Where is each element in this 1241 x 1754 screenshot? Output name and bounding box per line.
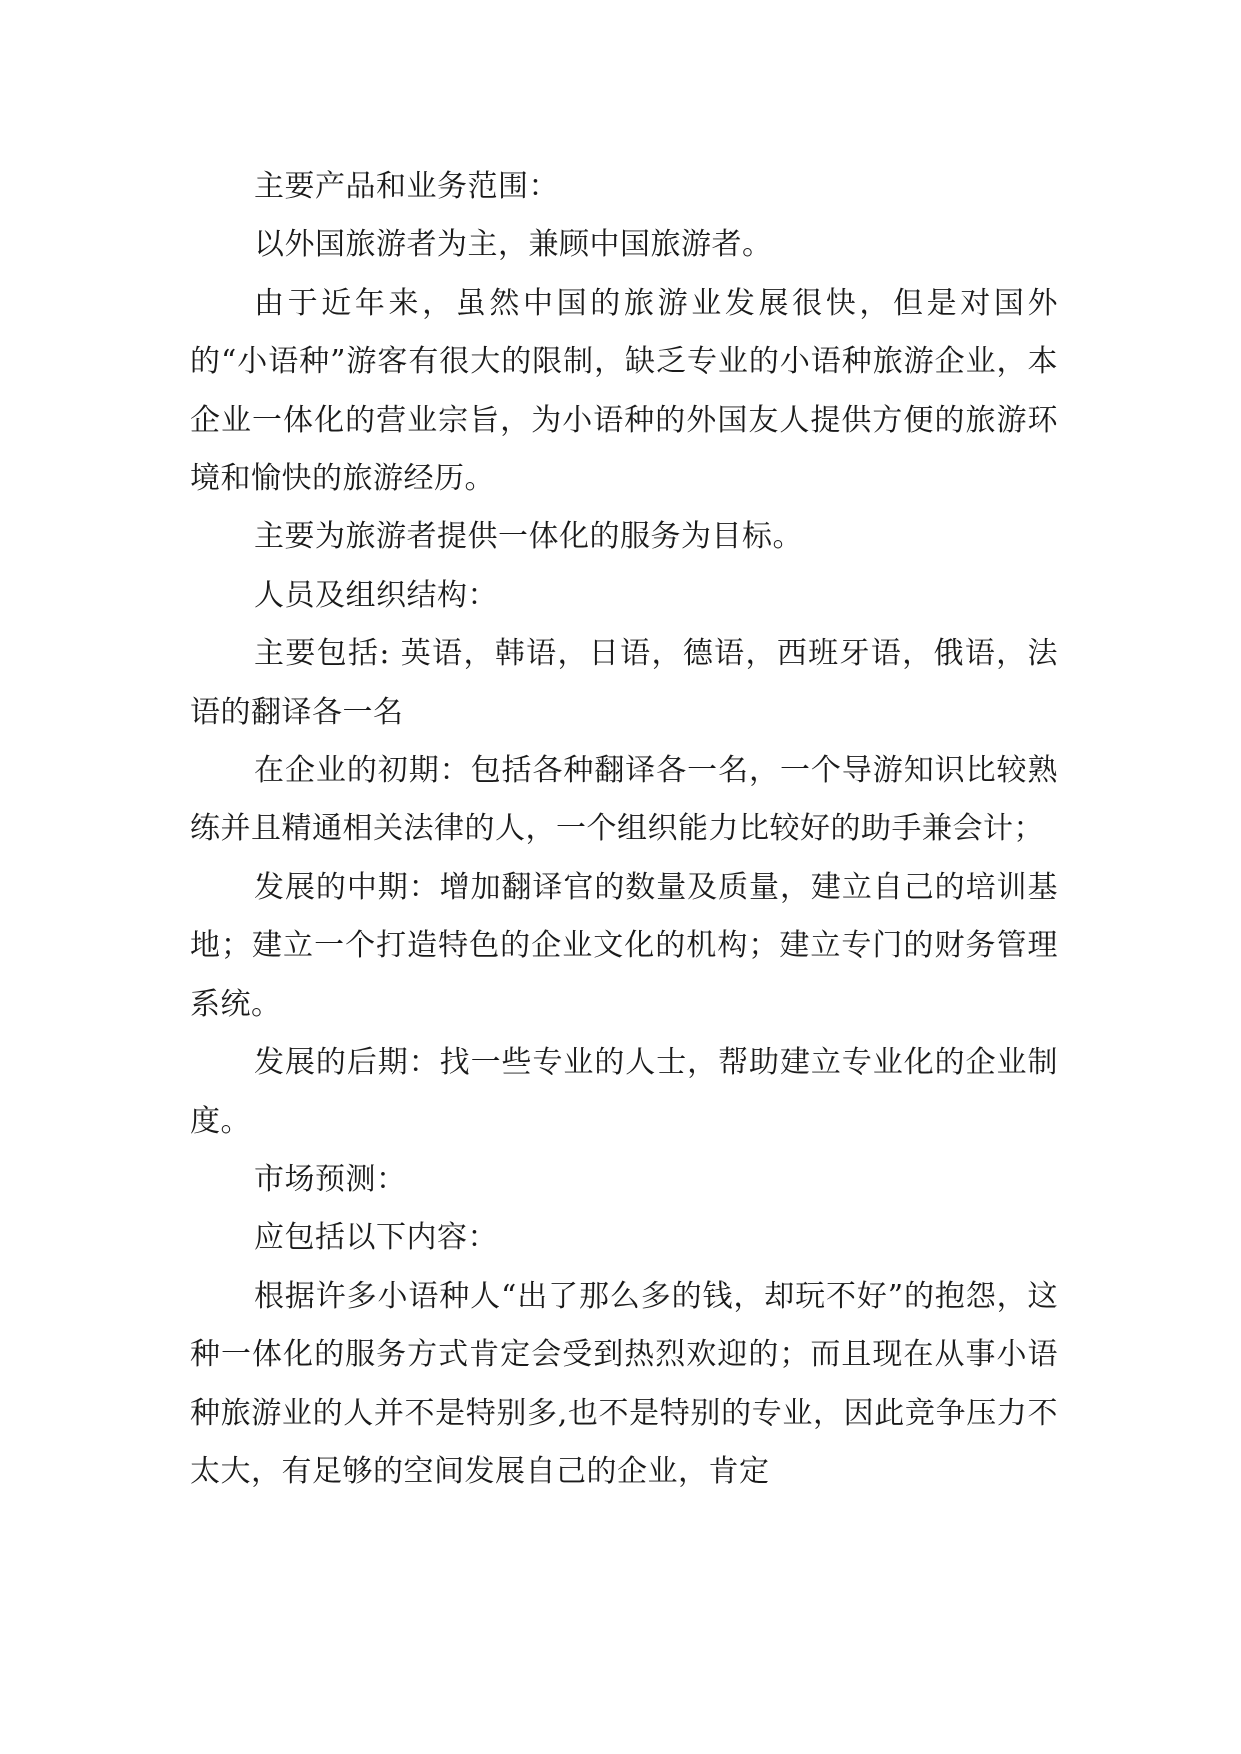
paragraph-market-forecast-heading: 市场预测： — [254, 1161, 407, 1197]
paragraph-target-customers: 以外国旅游者为主，兼顾中国旅游者。 — [254, 227, 773, 263]
document-body — [190, 158, 1058, 1501]
paragraph-product-scope-heading: 主要产品和业务范围： — [254, 169, 559, 204]
paragraph-late-stage: 发展的后期：找一些专业的人士，帮助建立专业化的企业制度。 — [190, 1045, 1058, 1139]
paragraph-business-rationale: 由于近年来，虽然中国的旅游业发展很快，但是对国外的“小语种”游客有很大的限制，缺乏专业的小语种旅游企业，本企业一体化的营业宗旨，为小语种的外国友人提供方便的旅游环境和愉快的旅游经历。 — [190, 285, 1058, 497]
paragraph-staff-structure-heading: 人员及组织结构： — [254, 577, 498, 613]
paragraph-service-goal: 主要为旅游者提供一体化的服务为目标。 — [254, 519, 803, 555]
paragraph-initial-stage: 在企业的初期：包括各种翻译各一名，一个导游知识比较熟练并且精通相关法律的人，一个组织能力比较好的助手兼会计； — [190, 753, 1058, 847]
paragraph-market-analysis: 根据许多小语种人“出了那么多的钱，却玩不好”的抱怨，这种一体化的服务方式肯定会受到热烈欢迎的；而且现在从事小语种旅游业的人并不是特别多,也不是特别的专业，因此竞争压力不太大，有足够的空间发展自己的企业，肯定 — [190, 1278, 1058, 1489]
paragraph-middle-stage: 发展的中期：增加翻译官的数量及质量，建立自己的培训基地；建立一个打造特色的企业文化的机构；建立专门的财务管理系统。 — [190, 869, 1058, 1022]
paragraph-contents-intro: 应包括以下内容： — [254, 1220, 498, 1256]
paragraph-translator-languages: 主要包括: 英语，韩语，日语，德语，西班牙语，俄语，法语的翻译各一名 — [190, 636, 1058, 730]
